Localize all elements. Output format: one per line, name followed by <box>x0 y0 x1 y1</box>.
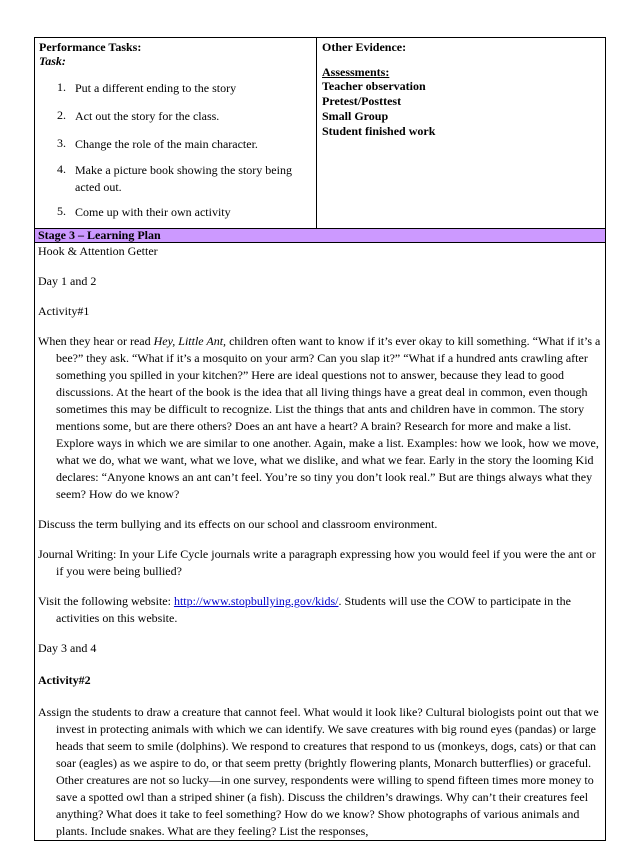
activity-2-heading: Activity#2 <box>38 673 91 687</box>
stage-3-header: Stage 3 – Learning Plan <box>35 229 605 243</box>
book-title: Hey, Little Ant, <box>153 334 227 348</box>
activity-2-paragraph: Assign the students to draw a creature that cannot feel. What would it look like? Cultural biologists point out that we invest in protecting animals with which we can identify. We save creatures with big round eyes (pandas) or large heads that seem to smile (dolphins). We respond to creatures that respond to us (monkeys, dogs, cats) or that can soar (eagles) as we aspire to do, or that seem pretty (brightly flowering plants, Monarch butterflies) or graceful. Other creatures are not so lucky—in one survey, respondents were willing to spend fifteen times more money to save a spotted owl than a striped shiner (a fish). Discuss the children’s drawings. Why can’t their creatures feel anything? What does it take to feel something? How do we know? Show photographs of various animals and plants. Include snakes. What are they feeling? List the responses, <box>38 705 599 838</box>
performance-heading: Performance Tasks: <box>39 40 142 54</box>
other-evidence-cell <box>317 38 605 228</box>
assessments-heading: Assessments: <box>322 65 390 79</box>
lesson-plan-table <box>34 37 606 841</box>
task-text: Make a picture book showing the story being acted out. <box>75 163 292 194</box>
para1-body: children often want to know if it’s ever okay to kill something. “What if it’s a bee?” they ask. “What if it’s a mosquito on your arm? Can you slap it?” “What if a hundred ants crawling after something you spilled in your kitchen?” Here are ideal questions not to answer, because they lead to good discussions. At the heart of the book is the idea that all living things have a great deal in common, even though sometimes this may be difficult to recognize. List the things that ants and children have in common. The story mentions some, but are there others? Does an ant have a heart? A brain? Research for more and make a list. Explore ways in which we are similar to one another. Again, make a list. Examples: how we look, how we move, what we do, what we want, what we love, what we dislike, and what we fear. Early in the story the looming Kid declares: “Anyone knows an ant can’t feel. You’re so tiny you don’t look real.” But are things always what they seem? How do we know? <box>56 334 601 501</box>
assessment-item: Student finished work <box>322 124 436 138</box>
task-text: Come up with their own activity <box>75 205 231 219</box>
task-text: Put a different ending to the story <box>75 81 237 95</box>
assessment-row <box>35 38 605 229</box>
learning-plan-body <box>35 243 605 840</box>
discuss-bullying: Discuss the term bullying and its effects on our school and classroom environment. <box>38 517 438 531</box>
visit-rest: . Students will use the COW to participate in the activities on this website. <box>56 594 571 625</box>
visit-intro: Visit the following website: <box>38 594 174 608</box>
task-number: 3. <box>57 136 66 150</box>
stopbullying-link[interactable]: http://www.stopbullying.gov/kids/ <box>173 594 339 608</box>
day-3-4-heading: Day 3 and 4 <box>38 641 97 655</box>
activity-1-paragraph <box>38 333 602 503</box>
activity-1-heading: Activity#1 <box>38 304 90 318</box>
assessment-item: Small Group <box>322 109 389 123</box>
journal-writing: Journal Writing: In your Life Cycle journals write a paragraph expressing how you would feel if you were the ant or if you were being bullied? <box>38 547 596 578</box>
hook-heading: Hook & Attention Getter <box>38 244 158 258</box>
evidence-heading: Other Evidence: <box>322 40 407 54</box>
task-text: Act out the story for the class. <box>75 109 220 123</box>
task-number: 1. <box>57 80 66 94</box>
day-1-2-heading: Day 1 and 2 <box>38 274 97 288</box>
performance-tasks-cell <box>35 38 317 228</box>
task-subheading: Task: <box>39 54 66 68</box>
assessment-item: Teacher observation <box>322 79 426 93</box>
task-number: 5. <box>57 204 66 218</box>
task-number: 4. <box>57 162 66 176</box>
assessment-item: Pretest/Posttest <box>322 94 402 108</box>
task-text: Change the role of the main character. <box>75 137 258 151</box>
task-number: 2. <box>57 108 66 122</box>
website-instruction <box>38 593 602 627</box>
para1-intro: When they hear or read <box>38 334 154 348</box>
